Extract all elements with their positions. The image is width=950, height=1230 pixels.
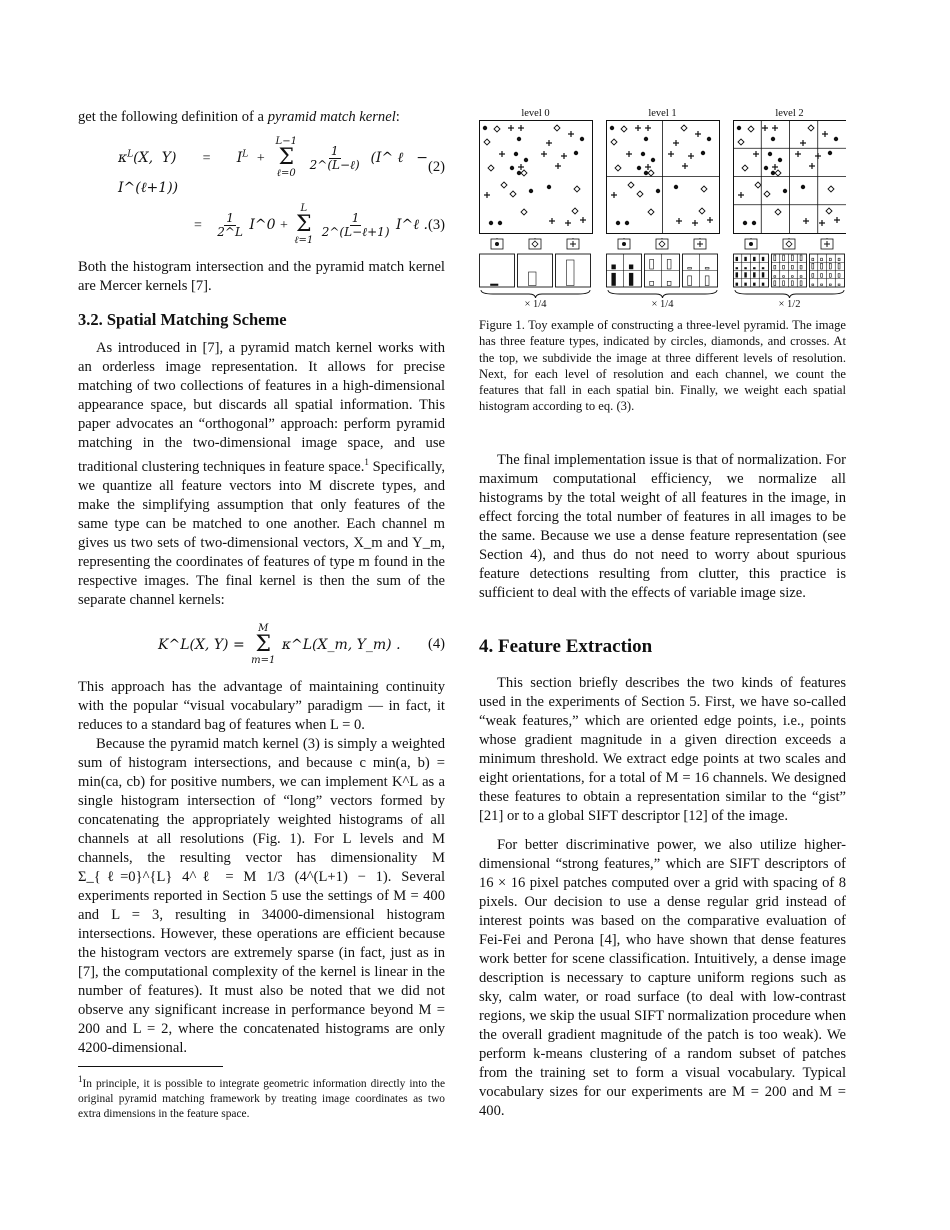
eq4-sum-bottom: m=1 [251,654,276,666]
eq3-sum: L Σ ℓ=1 [294,203,314,246]
feature-diamond [615,165,621,171]
channel-circle [749,242,753,246]
histogram-bar [762,283,764,286]
pyramid-figure [479,108,846,313]
histogram-bar [705,276,709,286]
level-label-2: level 2 [775,108,804,119]
eq2-equals: = [202,151,211,166]
eq2-sum: L−1 Σ ℓ=0 [275,136,297,179]
eq2-sum-bottom: ℓ=0 [276,168,296,179]
histogram-bar [812,258,814,261]
histogram-bar [745,257,747,261]
channel-circle [495,242,499,246]
feature-circle [801,185,805,189]
feature-circle [644,137,648,141]
feature-diamond [554,125,560,131]
histogram-bar [829,284,831,286]
histogram-bar [783,265,785,269]
footnote-rule [78,1066,223,1067]
weight-brace [481,290,590,298]
eq4-lhs: K^L(X, Y) = [158,636,245,653]
histogram-bar [774,276,776,278]
histogram-bar [812,263,814,269]
left-column [78,108,445,1122]
histogram-bar [783,255,785,261]
eq2-term-b: (I^ℓ − I^(ℓ+1)) [118,150,428,196]
histogram-bar [688,276,692,286]
eq2-kappa: κ [118,150,128,166]
feature-circle [641,152,645,156]
feature-circle [524,158,528,162]
histogram-bar [821,263,823,269]
histogram-bar [762,257,764,261]
eq3-plus: + [280,218,288,233]
footnote-ref[interactable]: 1 [364,457,369,467]
eq2-args: (X, Y) [133,150,177,166]
histogram-bar [736,273,738,278]
feature-circle [778,158,782,162]
feature-circle [771,137,775,141]
eq3-frac2-den: 2^(L−ℓ+1) [321,224,390,239]
channel-circle [622,242,626,246]
feature-circle [517,137,521,141]
figure-caption: Figure 1. Toy example of constructing a three-level pyramid. The image has three feature types, indicated by circles, diamonds, and crosses. At the top, we subdivide the image at three different levels of resolution. Next, for each level of resolution and each channel, we count the features that fall in each spatial bin. Finally, we weight each spatial histogram according to eq. (3). [479,318,846,414]
histogram-bar [838,274,840,278]
histogram-bar [800,281,802,286]
figure-1 [479,108,846,313]
feature-diamond [574,186,580,192]
intro-emphasis: pyramid match kernel [267,109,396,125]
feature-circle [743,221,747,225]
feature-circle [580,137,584,141]
eq2-number: (2) [427,159,445,175]
paragraph-spatial-1 [78,339,445,610]
histogram-bar [838,258,840,261]
eq4-rhs: κ^L(X_m, Y_m) . [281,636,401,653]
feature-circle [656,189,660,193]
histogram-bar [753,273,755,278]
histogram-bar [774,265,776,269]
feature-diamond [484,139,490,145]
weight-label-1: × 1/4 [651,299,674,310]
eq3-frac1-den: 2^L [217,224,243,239]
histogram-bar [667,281,671,285]
histogram-bar [745,283,747,286]
feature-diamond [748,126,754,132]
feature-circle [616,221,620,225]
feature-diamond [621,126,627,132]
histogram-bar [838,284,840,286]
histogram-bar [753,283,755,286]
eq2-term-a-sup: L [242,149,249,160]
feature-circle [752,221,756,225]
feature-circle [483,126,487,130]
eq3-fraction-2 [322,212,390,239]
intro-text: get the following definition of a [78,109,268,125]
histogram-bar [800,255,802,261]
feature-diamond [637,191,643,197]
histogram-bar [736,268,738,270]
histogram-bar [705,268,709,270]
feature-diamond [775,170,781,176]
histogram-bar [821,274,823,278]
histogram-bar [821,258,823,261]
histogram-bar [829,258,831,261]
histogram-bar [629,265,633,269]
right-column [479,108,846,1121]
histogram-bar [791,281,793,286]
feature-diamond [699,208,705,214]
histogram-bar [612,273,616,285]
feature-circle [737,126,741,130]
paragraph-features-2: For better discriminative power, we also utilize higher-dimensional “strong features,” which are SIFT descriptors of 16 × 16 pixel patches computed over a grid with spacing of 8 pixels. Our decision to use a dense regular grid instead of interest points was based on the comparative evaluation of Fei-Fei and Perona [4], who have shown that dense features work better for scene classification. Intuitively, a dense image description is necessary to capture uniform regions such as sky, calm water, or road surface (to deal with low-contrast regions, we skip the usual SIFT normalization procedure when the overall gradient magnitude of the patch is too weak). We perform k-means clustering of a random subset of patches from the training set to form a visual vocabulary. Typical vocabulary sizes for our experiments are M = 200 and M = 400. [479,836,846,1119]
feature-diamond [742,165,748,171]
histogram-bar [612,265,616,269]
weight-label-2: × 1/2 [778,299,801,310]
footnote-mark: 1 [78,1073,83,1084]
histogram-bar [791,276,793,278]
feature-diamond [826,208,832,214]
histogram-bar [783,281,785,286]
footnote [78,1072,445,1122]
feature-circle [768,152,772,156]
feature-circle [764,166,768,170]
histogram-bar [736,283,738,286]
feature-diamond [572,208,578,214]
level-label-0: level 0 [521,108,550,119]
feature-circle [547,185,551,189]
panel-frame-0 [480,121,593,234]
panel-frame-1 [607,121,720,234]
histogram-bar [745,273,747,278]
eq4-sum-top: M [258,622,269,634]
weight-label-0: × 1/4 [524,299,547,310]
feature-circle [517,171,521,175]
feature-diamond [648,209,654,215]
feature-circle [834,137,838,141]
feature-circle [498,221,502,225]
eq3-fraction-1 [217,212,243,239]
para1-text: As introduced in [7], a pyramid match kernel works with an orderless image representation. It allows for precise matching of two collections of features in a high-dimensional appearance space, but discards all spatial information. This paper advocates an “orthogonal” approach: perform pyramid matching in the two-dimensional image space, and use traditional clustering techniques in feature space. [78,340,445,475]
histogram-bar [753,268,755,270]
histogram-bar [491,284,499,286]
histogram-bar [629,273,633,285]
equation-2 [78,137,445,198]
mercer-paragraph: Both the histogram intersection and the pyramid match kernel are Mercer kernels [7]. [78,259,445,294]
histogram-bar [783,276,785,278]
histogram-bar [753,257,755,261]
intro-end: : [395,109,400,125]
eq4-number: (4) [427,636,445,653]
feature-diamond [611,139,617,145]
feature-circle [707,137,711,141]
feature-diamond [501,182,507,188]
eq2-fraction [310,145,360,172]
level-label-1: level 1 [648,108,677,119]
histogram-bar [791,255,793,261]
feature-circle [701,151,705,155]
feature-diamond [808,125,814,131]
histogram-bar [812,274,814,278]
footnote-text: In principle, it is possible to integrate geometric information directly into the original pyramid matching framework by treating image coordinates as two extra dimensions in the feature space. [78,1077,445,1120]
eq3-equals: = [194,218,202,233]
feature-diamond [764,191,770,197]
histogram-bar [812,284,814,286]
feature-circle [783,189,787,193]
weight-brace [608,290,717,298]
feature-diamond [681,125,687,131]
weight-brace [735,290,844,298]
eq4-sum: M Σ m=1 [251,622,276,666]
histogram-bar [745,268,747,270]
feature-diamond [738,139,744,145]
feature-diamond [648,170,654,176]
paragraph-spatial-2: This approach has the advantage of maintaining continuity with the popular “visual vocabulary” paradigm — in fact, it reduces to a standard bag of features when L = 0. [78,678,445,733]
feature-circle [625,221,629,225]
feature-circle [489,221,493,225]
histogram-bar [829,263,831,269]
eq3-sum-top: L [300,203,308,214]
feature-circle [651,158,655,162]
eq2-plus: + [256,151,265,166]
histogram-bar [774,255,776,261]
feature-diamond [628,182,634,188]
eq3-sum-bottom: ℓ=1 [294,235,314,246]
feature-circle [529,189,533,193]
feature-circle [674,185,678,189]
feature-circle [610,126,614,130]
eq2-term-a: I [236,150,243,166]
feature-circle [637,166,641,170]
eq2-frac-den: 2^(L−ℓ) [309,157,360,172]
histogram-bar [762,273,764,278]
equation-3 [78,204,445,246]
feature-diamond [701,186,707,192]
section-heading-4: 4. Feature Extraction [479,635,653,657]
histogram-bar [529,272,537,286]
histogram-bar [650,281,654,285]
feature-diamond [494,126,500,132]
histogram-bar [829,274,831,278]
paragraph-normalization: The final implementation issue is that of normalization. For maximum computational efficiency, we normalize all histograms by the total weight of all features in the image, in effect forcing the total number of features in all images to be the same. Because we use a dense feature representation (see Section 4), and thus do not need to worry about spurious feature detections resulting from clutter, this practice is sufficient to deal with the effects of variable image size. [479,451,846,601]
feature-circle [574,151,578,155]
feature-circle [644,171,648,175]
feature-circle [828,151,832,155]
eq3-term-1: I^0 [249,217,276,233]
eq3-term-2: I^ℓ . [395,217,428,233]
eq2-frac-num: 1 [330,143,339,158]
histogram-bar [838,263,840,269]
histogram-bar [762,268,764,270]
section-heading-3-2: 3.2. Spatial Matching Scheme [78,310,287,329]
feature-diamond [521,170,527,176]
eq2-sum-top: L−1 [275,136,297,147]
feature-diamond [488,165,494,171]
feature-diamond [775,209,781,215]
histogram-bar [800,265,802,269]
histogram-bar [774,281,776,286]
eq3-frac2-num: 1 [351,210,360,225]
histogram-bar [791,265,793,269]
feature-diamond [755,182,761,188]
feature-diamond [510,191,516,197]
equation-4 [78,624,445,666]
histogram-bar [821,284,823,286]
histogram-bar [567,260,575,286]
histogram-bar [688,268,692,270]
histogram-bar [736,257,738,261]
histogram-bar [650,259,654,269]
intro-line [78,108,445,127]
feature-diamond [521,209,527,215]
feature-circle [514,152,518,156]
histogram-bar [667,259,671,269]
eq3-frac1-num: 1 [226,210,234,225]
feature-circle [771,171,775,175]
feature-diamond [828,186,834,192]
eq3-number: (3) [427,216,445,233]
histogram-bar [800,276,802,278]
paragraph-features-1: This section briefly describes the two kinds of features used in the experiments of Section 5. First, we have so-called “weak features,” which are oriented edge points, i.e., points whose gradient magnitude in a given direction exceeds a minimum threshold. We extract edge points at two scales and eight orientations, for a total of M = 16 channels. We designed these features to obtain a representation similar to the “gist” [21] or to a global SIFT descriptor [12] of the image. [479,674,846,824]
paragraph-spatial-3: Because the pyramid match kernel (3) is simply a weighted sum of histogram intersections, and because c min(a, b) = min(ca, cb) for positive numbers, we can implement K^L as a single histogram intersection of “long” vectors formed by concatenating the appropriately weighted histograms of all channels at all resolutions (Fig. 1). For L levels and M channels, the resulting vector has dimensionality M Σ_{ℓ=0}^{L} 4^ℓ = M 1/3 (4^(L+1) − 1). Several experiments reported in Section 5 use the settings of M = 400 and L = 3, resulting in 34000-dimensional histogram intersections. However, these operations are efficient because the histogram vectors are extremely sparse (in fact, just as in [7], the computational complexity of the kernel is linear in the number of features). It must also be noted that we did not observe any significant increase in performance beyond M = 200 and L = 2, where the concatenated histograms are only 4200-dimensional. [78,735,445,1056]
para1b-text: Specifically, we quantize all feature vectors into M discrete types, and make the simplifying assumption that only features of the same type can be matched to one another. Each channel m gives us two sets of two-dimensional vectors, X_m and Y_m, representing the coordinates of features of type m found in the respective images. The final kernel is then the sum of the separate channel kernels: [78,458,445,608]
feature-circle [510,166,514,170]
histogram-frame [480,254,515,287]
eq2-kappa-sup: L [127,149,134,160]
